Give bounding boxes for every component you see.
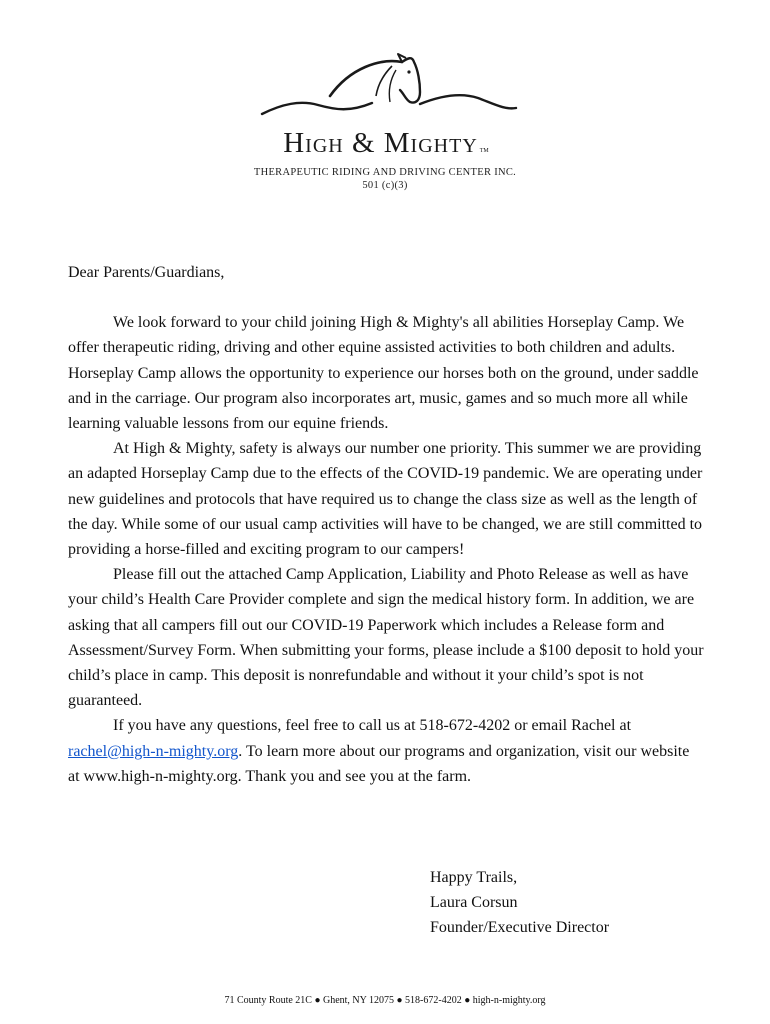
paragraph-forms: Please fill out the attached Camp Application, Liability and Photo Release as well as have your child’s Health Care Provider complete and sign the medical history form. In addition, we are asking that all campers fill out our COVID-19 Paperwork which includes a Release form and Assessment/Survey Form. When submitting your forms, please include a $100 deposit to hold your child’s place in camp. This deposit is nonrefundable and without it your child’s spot is not guaranteed. <box>68 566 704 710</box>
contact-text-after: . To learn more about our programs and organization, visit our website at www.high-n-mighty.org. Thank you and see you at the farm. <box>68 742 690 785</box>
contact-text-before: If you have any questions, feel free to call us at 518-672-4202 or email Rachel at <box>113 717 632 735</box>
letter-body <box>68 260 704 789</box>
logo-status: 501 (c)(3) <box>362 180 408 191</box>
signer-role: Founder/Executive Director <box>430 919 610 936</box>
trademark-mark: TM <box>479 148 489 154</box>
paragraph-safety: At High & Mighty, safety is always our number one priority. This summer we are providing an adapted Horseplay Camp due to the effects of the COVID-19 pandemic. We are operating under new guidelines and protocols that have required us to change the class size as well as the length of the day. While some of our usual camp activities will have to be changed, we are still committed to providing a horse-filled and exciting program to our campers! <box>68 440 703 559</box>
paragraph-intro: We look forward to your child joining High & Mighty's all abilities Horseplay Camp. We offer therapeutic riding, driving and other equine assisted activities to both children and adults. Horseplay Camp allows the opportunity to experience our horses both on the ground, under saddle and in the carriage. Our program also incorporates art, music, games and so much more all while learning valuable lessons from our equine friends. <box>68 314 699 433</box>
page-footer: 71 County Route 21C ● Ghent, NY 12075 ● 518-672-4202 ● high-n-mighty.org <box>224 995 546 1006</box>
closing: Happy Trails, <box>430 869 518 886</box>
salutation: Dear Parents/Guardians, <box>68 264 225 281</box>
logo-wordmark: High & Mighty TM <box>283 127 489 159</box>
letterhead-logo <box>0 0 770 230</box>
signoff-block <box>430 865 609 940</box>
signer-name: Laura Corsun <box>430 894 518 911</box>
logo-subtitle: THERAPEUTIC RIDING AND DRIVING CENTER INC. <box>253 167 517 178</box>
email-link[interactable]: rachel@high-n-mighty.org <box>68 742 239 760</box>
paragraph-contact <box>68 713 704 789</box>
